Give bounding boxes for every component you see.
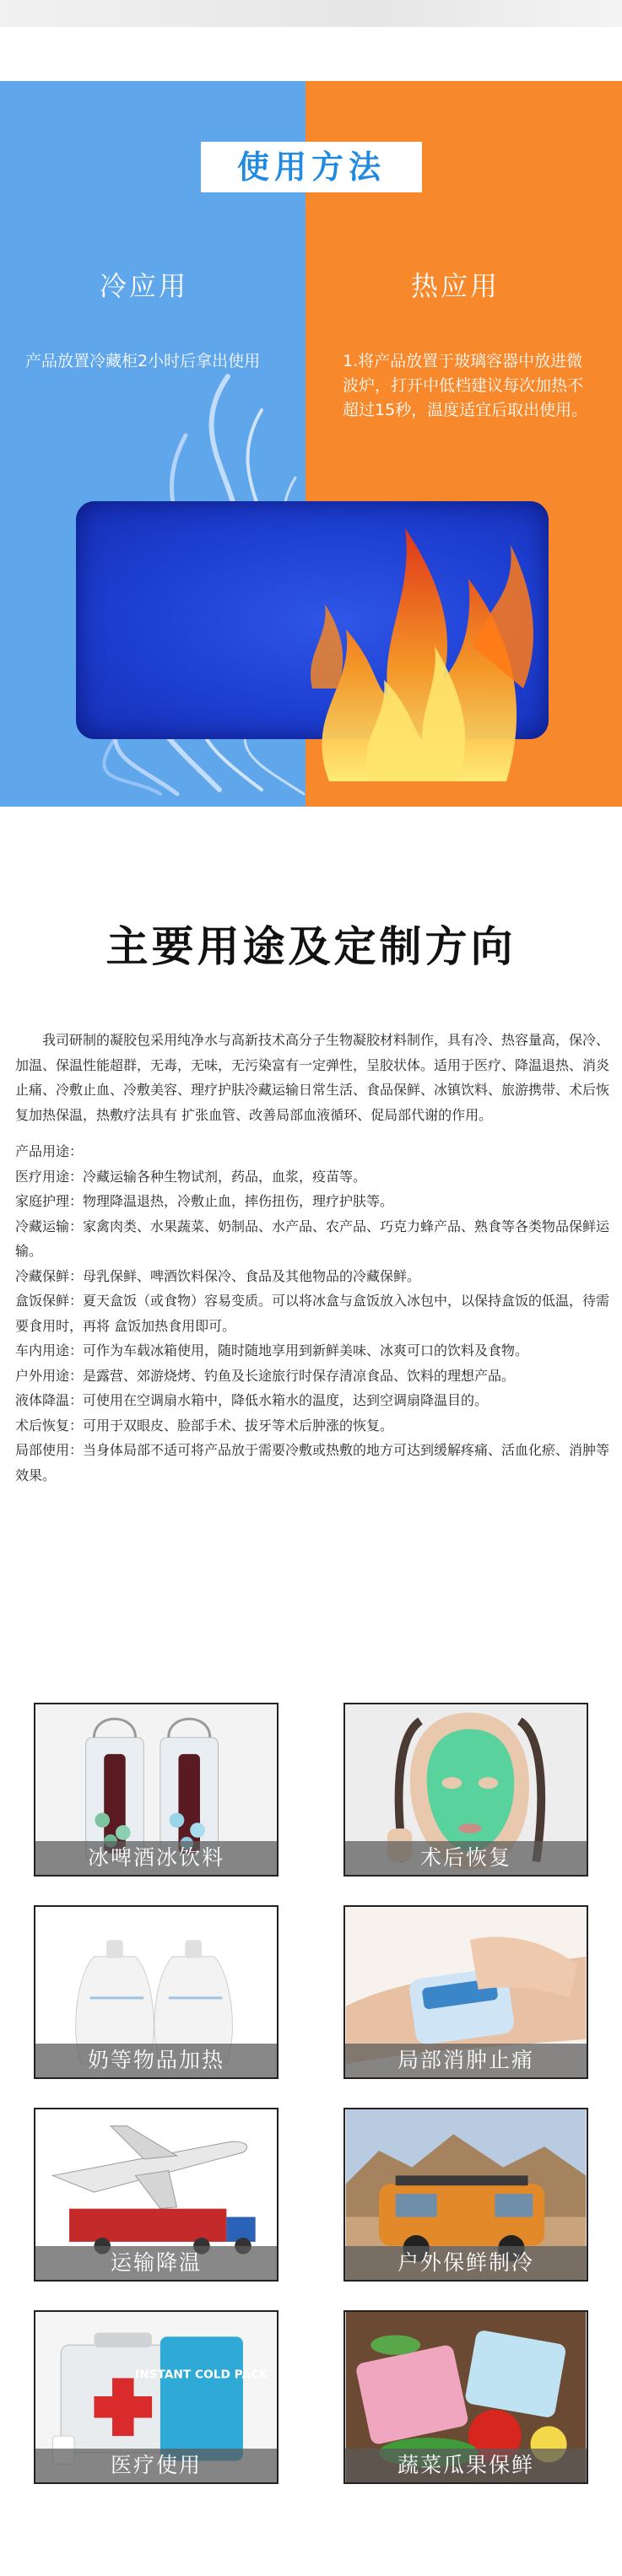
cold-instructions: 产品放置冷藏柜2小时后拿出使用 bbox=[25, 352, 261, 370]
use-item: 冷藏保鲜：母乳保鲜、啤酒饮料保冷、食品及其他物品的冷藏保鲜。 bbox=[15, 1267, 421, 1284]
hot-heading: 热应用 bbox=[411, 270, 500, 302]
tile-caption: 术后恢复 bbox=[345, 1841, 587, 1875]
section-title: 主要用途及定制方向 bbox=[105, 922, 517, 971]
use-item: 盒饭保鲜：夏天盒饭（或食物）容易变质。可以将冰盒与盒饭放入冰包中，以保持盒饭的低温，待需要食用时，再将 盒饭加热食用即可。 bbox=[15, 1293, 610, 1334]
use-item: 医疗用途：冷藏运输各种生物试剂，药品，血浆，疫苗等。 bbox=[15, 1168, 367, 1185]
tile-swelling-relief bbox=[343, 1905, 588, 2079]
fire-icon bbox=[295, 435, 549, 790]
tile-caption: 局部消肿止痛 bbox=[345, 2044, 587, 2077]
tile-post-surgery bbox=[343, 1703, 588, 1877]
use-item: 局部使用：当身体局部不适可将产品放于需要冷敷或热敷的地方可达到缓解疼痛、活血化瘀、消肿等效果。 bbox=[15, 1442, 610, 1483]
pack-label: INSTANT COLD PACK bbox=[135, 2368, 268, 2382]
use-item: 家庭护理：物理降温退热，冷敷止血，摔伤扭伤，理疗护肤等。 bbox=[15, 1193, 394, 1209]
tile-beer-drinks bbox=[34, 1703, 279, 1877]
use-item: 液体降温：可使用在空调扇水箱中，降低水箱水的温度，达到空调扇降温目的。 bbox=[15, 1392, 489, 1408]
tile-caption: 奶等物品加热 bbox=[35, 2044, 277, 2077]
tile-milk-heating bbox=[34, 1905, 279, 2079]
use-item: 术后恢复：可用于双眼皮、脸部手术、拔牙等术后肿涨的恢复。 bbox=[15, 1417, 394, 1434]
usage-title: 使用方法 bbox=[201, 142, 422, 192]
cold-heading: 冷应用 bbox=[100, 270, 189, 302]
usage-description bbox=[15, 1028, 609, 1488]
tile-caption: 运输降温 bbox=[35, 2246, 277, 2280]
tile-caption: 蔬菜瓜果保鲜 bbox=[345, 2449, 587, 2482]
use-item: 户外用途：是露营、郊游烧烤、钓鱼及长途旅行时保存清凉食品、饮料的理想产品。 bbox=[15, 1367, 516, 1384]
tile-produce-fresh bbox=[343, 2310, 588, 2484]
tile-medical-use bbox=[34, 2310, 279, 2484]
use-item: 冷藏运输：家禽肉类、水果蔬菜、奶制品、水产品、农产品、巧克力蜂产品、熟食等各类物品保鲜运输。 bbox=[15, 1218, 610, 1259]
uses-heading: 产品用途： bbox=[15, 1143, 84, 1159]
intro-paragraph: 我司研制的凝胶包采用纯净水与高新技术高分子生物凝胶材料制作，具有冷、热容量高，保冷、加温、保温性能超群，无毒，无味，无污染富有一定弹性，呈胶状体。适用于医疗、降温退热、消炎止痛、冷敷止血、冷敷美容、理疗护肤冷藏运输日常生活、食品保鲜、冰镇饮料、旅游携带、术后恢复加热保温，热敷疗法具有 扩张血管、改善局部血液循环、促局部代谢的作用。 bbox=[15, 1032, 610, 1123]
use-item: 车内用途：可作为车载冰箱使用，随时随地享用到新鲜美味、冰爽可口的饮料及食物。 bbox=[15, 1342, 529, 1358]
tile-outdoor-cooling bbox=[343, 2108, 588, 2282]
tile-caption: 户外保鲜制冷 bbox=[345, 2246, 587, 2280]
hot-instructions: 1.将产品放置于玻璃容器中放进微波炉，打开中低档建议每次加热不超过15秒，温度适宜后取出使用。 bbox=[343, 352, 588, 419]
tile-caption: 医疗使用 bbox=[35, 2449, 277, 2482]
top-banner-strip bbox=[0, 0, 622, 27]
tile-caption: 冰啤酒冰饮料 bbox=[35, 1841, 277, 1875]
tile-transport-cooling bbox=[34, 2108, 279, 2282]
usage-panel bbox=[0, 81, 622, 807]
